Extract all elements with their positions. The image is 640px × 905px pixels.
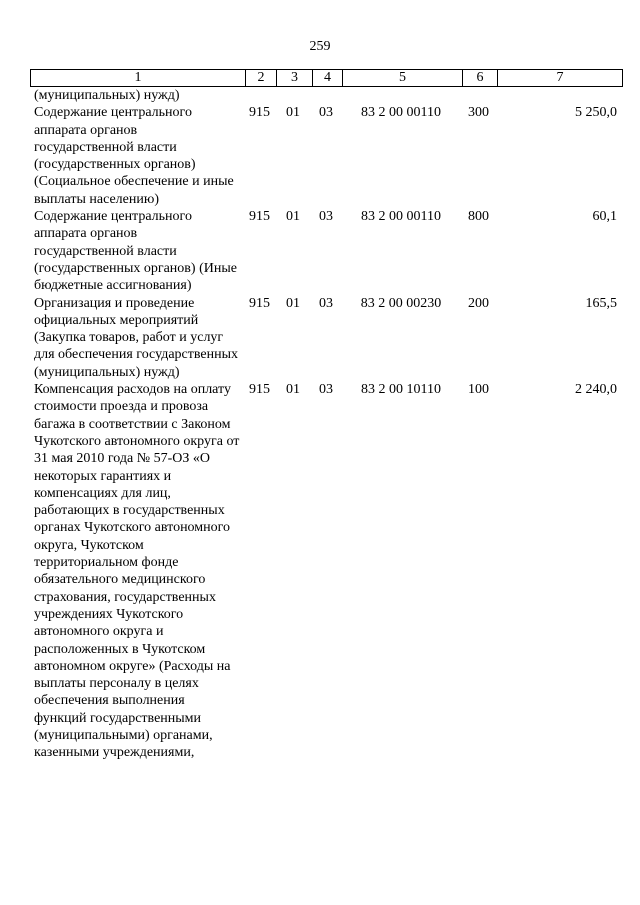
- page-number: 259: [309, 39, 331, 54]
- row-kind: 200: [468, 295, 489, 311]
- row-subsection: 03: [319, 382, 333, 398]
- row-name: Компенсация расходов на оплату стоимости проезда и провоза багажа в соответствии с Законом Чукотского автономного округа от 31 мая 2010 года № 57-ОЗ «О некоторых гарантиях и компенсациях для лиц, работающих в государственных органах Чукотского автономного округа, Чукотском территориальном фонде обязательного медицинского страхования, государственных учреждениях Чукотского автономного округа и расположенных в Чукотском автономном округе» (Расходы на выплаты персоналу в целях обеспечения выполнения функций государственными (муниципальными) органами, казенными учреждениями,: [34, 382, 240, 761]
- row-section: 01: [286, 295, 300, 311]
- row-subsection: 03: [319, 295, 333, 311]
- row-section: 01: [286, 105, 300, 121]
- table-row: [0, 104, 640, 208]
- table-row: [0, 208, 640, 294]
- row-kind: 100: [468, 382, 489, 398]
- table-row: [0, 381, 640, 762]
- row-subsection: 03: [319, 105, 333, 121]
- header-cell-3: 3: [276, 70, 312, 86]
- row-section: 01: [286, 382, 300, 398]
- table-header: [30, 69, 623, 87]
- header-cell-1: 1: [134, 70, 142, 85]
- row-kind: 800: [468, 209, 489, 225]
- row-target: 83 2 00 00110: [361, 105, 441, 121]
- row-target: 83 2 00 10110: [361, 382, 441, 398]
- continued-text: (муниципальных) нужд): [34, 88, 180, 103]
- row-amount: 165,5: [585, 295, 617, 311]
- header-cell-5: 5: [342, 70, 462, 86]
- row-kind: 300: [468, 105, 489, 121]
- row-name: Организация и проведение официальных мероприятий (Закупка товаров, работ и услуг для обеспечения государственных (муниципальных) нужд): [34, 295, 238, 380]
- header-cell-4: 4: [312, 70, 342, 86]
- row-ministry: 915: [249, 105, 270, 121]
- row-amount: 5 250,0: [575, 105, 617, 121]
- row-name: Содержание центрального аппарата органов государственной власти (государственных органов) (Социальное обеспечение и иные выплаты населению): [34, 105, 234, 207]
- row-name: Содержание центрального аппарата органов государственной власти (государственных органов) (Иные бюджетные ассигнования): [34, 209, 237, 294]
- row-ministry: 915: [249, 295, 270, 311]
- row-target: 83 2 00 00110: [361, 209, 441, 225]
- header-cell-2: 2: [245, 70, 276, 86]
- table-row-continued: [0, 87, 640, 104]
- row-target: 83 2 00 00230: [360, 295, 442, 311]
- header-cell-6: 6: [462, 70, 497, 86]
- table-body: [0, 87, 640, 762]
- row-amount: 60,1: [592, 209, 617, 225]
- row-section: 01: [286, 209, 300, 225]
- row-amount: 2 240,0: [575, 382, 617, 398]
- row-subsection: 03: [319, 209, 333, 225]
- table-row: [0, 295, 640, 381]
- row-ministry: 915: [249, 382, 270, 398]
- row-ministry: 915: [249, 209, 270, 225]
- header-cell-7: 7: [497, 70, 622, 86]
